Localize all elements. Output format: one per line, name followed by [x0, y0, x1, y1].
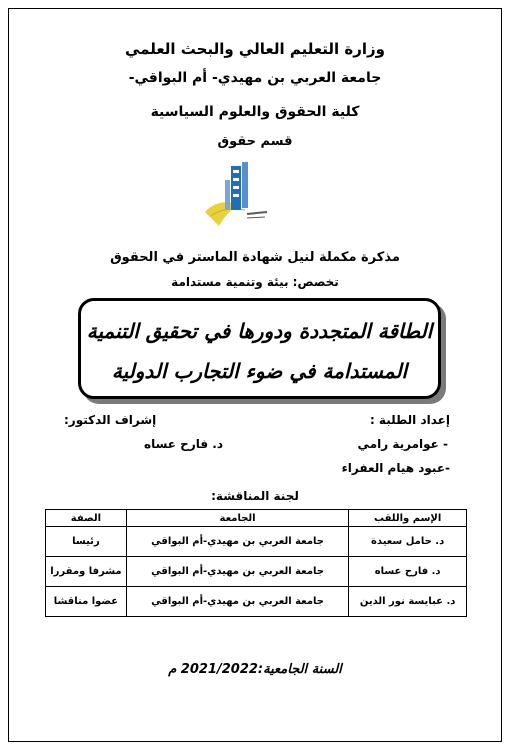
jury-name: د. عبايسة نور الدين — [349, 587, 467, 617]
jury-university: جامعة العربي بن مهيدي-أم البواقي — [126, 527, 348, 557]
department-heading: قسم حقوق — [217, 134, 293, 149]
table-row — [46, 587, 467, 617]
header-university: الجامعة — [126, 510, 348, 527]
jury-name: د. فارح عساه — [349, 557, 467, 587]
jury-role: عضوا مناقشا — [46, 587, 127, 617]
student-name-1: - عوامرية رامي — [357, 437, 448, 451]
memo-type: مذكرة مكملة لنيل شهادة الماستر في الحقوق — [110, 250, 400, 265]
academic-year: السنة الجامعية:2021/2022 م — [168, 662, 342, 677]
jury-role: مشرفا ومقررا — [46, 557, 127, 587]
table-row — [46, 527, 467, 557]
ministry-heading: وزارة التعليم العالي والبحث العلمي — [124, 40, 386, 58]
header-role: الصفة — [46, 510, 127, 527]
table-row — [46, 557, 467, 587]
specialty: تخصص: بيئة وتنمية مستدامة — [171, 275, 339, 289]
student-name-2: -عبود هيام العفراء — [341, 461, 450, 475]
preparation-label: إعداد الطلبة : — [369, 413, 450, 427]
jury-university: جامعة العربي بن مهيدي-أم البواقي — [126, 557, 348, 587]
header-name: الإسم واللقب — [349, 510, 467, 527]
university-logo-icon — [197, 160, 277, 230]
jury-table — [45, 509, 467, 617]
jury-table-header — [46, 510, 467, 527]
supervision-label: إشراف الدكتور: — [64, 413, 157, 427]
jury-title: لجنة المناقشة: — [211, 489, 299, 503]
thesis-title-line-1: الطاقة المتجددة ودورها في تحقيق التنمية — [86, 319, 433, 343]
faculty-heading: كلية الحقوق والعلوم السياسية — [150, 104, 360, 120]
thesis-title-line-2: المستدامة في ضوء التجارب الدولية — [111, 359, 408, 383]
jury-role: رئيسا — [46, 527, 127, 557]
university-heading: جامعة العربي بن مهيدي- أم البواقي- — [128, 70, 382, 86]
jury-university: جامعة العربي بن مهيدي-أم البواقي — [126, 587, 348, 617]
supervisor-name: د. فارح عساه — [144, 437, 223, 451]
jury-name: د. حامل سعيدة — [349, 527, 467, 557]
thesis-title-box — [78, 298, 441, 399]
